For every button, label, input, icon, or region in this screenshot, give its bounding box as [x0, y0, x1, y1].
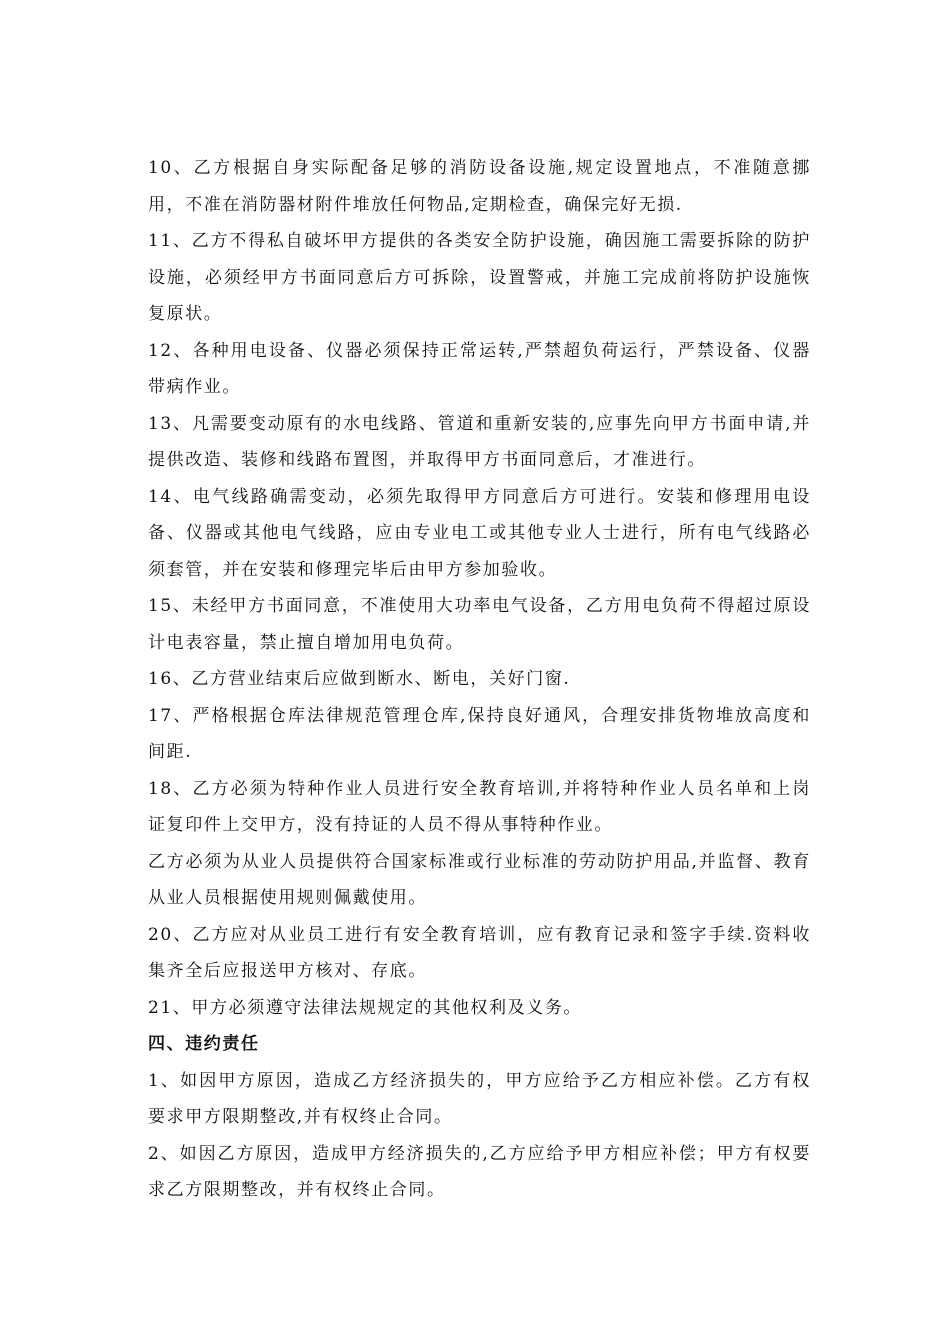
clause-15: 15、未经甲方书面同意，不准使用大功率电气设备，乙方用电负荷不得超过原设计电表容量，禁止擅自增加用电负荷。	[148, 596, 811, 653]
clause-unnumbered: 乙方必须为从业人员提供符合国家标准或行业标准的劳动防护用品,并监督、教育从业人员根据使用规则佩戴使用。	[148, 851, 811, 908]
breach-clause-2: 2、如因乙方原因，造成甲方经济损失的,乙方应给予甲方相应补偿；甲方有权要求乙方限期整改，并有权终止合同。	[148, 1143, 811, 1200]
clause-16: 16、乙方营业结束后应做到断水、断电，关好门窗.	[148, 669, 571, 689]
clause-20: 20、乙方应对从业员工进行有安全教育培训，应有教育记录和签字手续.资料收集齐全后应报送甲方核对、存底。	[148, 924, 811, 981]
clause-13: 13、凡需要变动原有的水电线路、管道和重新安装的,应事先向甲方书面申请,并提供改造、装修和线路布置图，并取得甲方书面同意后，才准进行。	[148, 413, 811, 470]
clause-18: 18、乙方必须为特种作业人员进行安全教育培训,并将特种作业人员名单和上岗证复印件上交甲方，没有持证的人员不得从事特种作业。	[148, 778, 811, 835]
clause-10: 10、乙方根据自身实际配备足够的消防设备设施,规定设置地点，不准随意挪用，不准在消防器材附件堆放任何物品,定期检查，确保完好无损.	[148, 158, 811, 215]
breach-clause-1: 1、如因甲方原因，造成乙方经济损失的，甲方应给予乙方相应补偿。乙方有权要求甲方限期整改,并有权终止合同。	[148, 1070, 811, 1127]
clause-11: 11、乙方不得私自破坏甲方提供的各类安全防护设施，确因施工需要拆除的防护设施，必须经甲方书面同意后方可拆除，设置警戒，并施工完成前将防护设施恢复原状。	[148, 231, 811, 324]
clause-21: 21、甲方必须遵守法律法规规定的其他权利及义务。	[148, 997, 583, 1018]
clause-12: 12、各种用电设备、仪器必须保持正常运转,严禁超负荷运行，严禁设备、仪器带病作业。	[148, 340, 811, 397]
document-body	[148, 150, 811, 1209]
clause-17: 17、严格根据仓库法律规范管理仓库,保持良好通风，合理安排货物堆放高度和间距.	[148, 705, 811, 762]
section-heading-breach-liability: 四、违约责任	[148, 1034, 260, 1054]
clause-14: 14、电气线路确需变动，必须先取得甲方同意后方可进行。安装和修理用电设备、仪器或其他电气线路，应由专业电工或其他专业人士进行，所有电气线路必须套管，并在安装和修理完毕后由甲方参加验收。	[148, 486, 811, 580]
